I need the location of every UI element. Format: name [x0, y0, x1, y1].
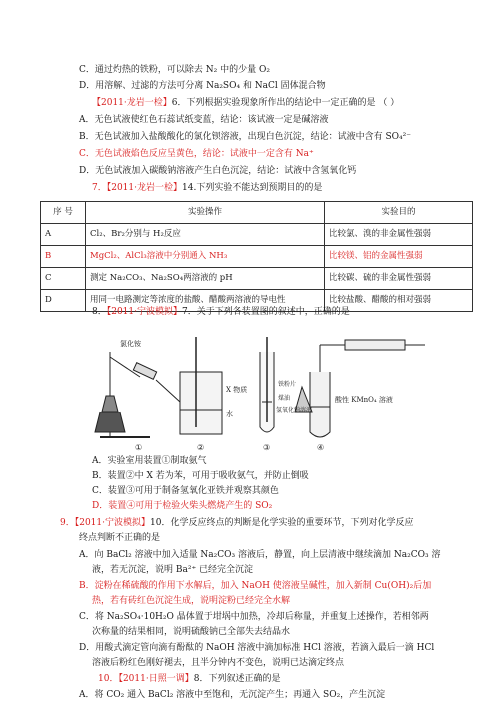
table-cell-id: B	[41, 246, 86, 268]
q6-stem-text: 6．下列根据实验现象所作出的结论中一定正确的是 （ ）	[171, 98, 400, 108]
q5-option-c: C．通过灼热的铁粉，可以除去 N₂ 中的少量 O₂	[79, 65, 270, 75]
q6-stem	[92, 97, 399, 109]
q5-option-d: D．用溶解、过滤的方法可分离 Na₂SO₄ 和 NaCl 固体混合物	[79, 81, 326, 91]
q9-option-d-2: 溶液后粉红色刚好褪去，且半分钟内不变色，说明已达滴定终点	[92, 658, 345, 668]
q7-tag: 【2011·龙岩一检】	[106, 183, 182, 193]
q9-number: 9．	[60, 518, 75, 528]
q9-option-d-1: D．用酸式滴定管向滴有酚酞的 NaOH 溶液中滴加标准 HCl 溶液，若滴入最后一滴 HCl	[79, 643, 435, 653]
table-header-goal: 实验目的	[325, 202, 473, 224]
apparatus-1	[95, 352, 180, 437]
q6-option-a: A．无色试液使红色石蕊试纸变蓝，结论：该试液一定是碱溶液	[79, 115, 329, 125]
q7-number: 7．	[92, 183, 107, 193]
fig-label-kerosene: 煤油	[278, 395, 291, 402]
q8-option-a: A．实验室用装置①制取氨气	[92, 456, 207, 466]
table-row	[41, 224, 473, 246]
table-cell-operation: 测定 Na₂CO₃、Na₂SO₄两溶液的 pH	[86, 268, 325, 290]
q10-option-a: A．将 CO₂ 通入 BaCl₂ 溶液中至饱和，无沉淀产生；再通入 SO₂，产生沉淀	[79, 690, 386, 700]
q8-number: 8．	[92, 307, 107, 317]
table-cell-id: D	[41, 290, 86, 312]
q8-tag: 【2011·宁波模拟】	[106, 307, 182, 317]
q9-stem	[60, 517, 413, 529]
table-cell-id: C	[41, 268, 86, 290]
fig-number-2: ②	[197, 443, 205, 452]
apparatus-figure	[80, 332, 440, 452]
q8-stem-text: 7．关于下列各装置图的叙述中，正确的是	[182, 307, 350, 317]
table-row	[41, 246, 473, 268]
q8-option-d: D．装置④可用于检验火柴头燃烧产生的 SO₂	[92, 501, 273, 511]
table-row	[41, 268, 473, 290]
table-cell-operation: 用同一电路测定等浓度的盐酸、醋酸两溶液的导电性	[86, 290, 325, 312]
experiment-table	[40, 201, 473, 312]
q7-stem-text: 14.下列实验不能达到预期目的的是	[182, 183, 323, 193]
q6-option-d: D．无色试液加入碳酸钠溶液产生白色沉淀，结论：试液中含氢氧化钙	[79, 166, 357, 176]
q9-option-a-1: A．向 BaCl₂ 溶液中加入适量 Na₂CO₃ 溶液后，静置，向上层清液中继续滴加 Na₂CO₃ 溶	[79, 550, 441, 560]
q6-option-b: B．无色试液加入盐酸酸化的氯化钡溶液，出现白色沉淀，结论：试液中含有 SO₄²⁻	[79, 132, 411, 142]
q6-option-c: C．无色试液焰色反应呈黄色，结论：试液中一定含有 Na⁺	[79, 149, 314, 159]
table-header-operation: 实验操作	[86, 202, 325, 224]
table-cell-goal: 比较盐酸、醋酸的相对强弱	[325, 290, 473, 312]
q9-option-a-2: 液，若无沉淀，说明 Ba²⁺ 已经完全沉淀	[92, 565, 254, 575]
apparatus-2	[180, 337, 222, 434]
fig-label-water: 水	[226, 410, 233, 418]
table-header-id: 序 号	[41, 202, 86, 224]
q9-stem-text: 10．化学反应终点的判断是化学实验的重要环节，下列对化学反应	[150, 518, 414, 528]
fig-label-kmno4: 酸性 KMnO₄ 溶液	[335, 396, 393, 404]
table-cell-goal: 比较氯、溴的非金属性强弱	[325, 224, 473, 246]
q8-stem	[92, 306, 350, 318]
q9-option-b-1: B．淀粉在稀硫酸的作用下水解后，加入 NaOH 使溶液呈碱性，加入新制 Cu(OH)₂后加	[79, 581, 432, 591]
table-cell-id: A	[41, 224, 86, 246]
fig-label-x-substance: X 物质	[226, 386, 248, 394]
apparatus-3	[260, 337, 274, 432]
table-cell-operation: MgCl₂、AlCl₃溶液中分别通入 NH₃	[86, 246, 325, 268]
q10-number: 10．	[98, 674, 119, 684]
q9-option-c-1: C．将 Na₂SO₄·10H₂O 晶体置于坩埚中加热，冷却后称量，并重复上述操作，若相邻两	[79, 612, 429, 622]
q9-tag: 【2011·宁波模拟】	[74, 518, 150, 528]
fig-label-ammonium-chloride: 氯化铵	[120, 340, 141, 348]
q10-tag: 【2011·日照一调】	[118, 674, 194, 684]
fig-number-4: ④	[317, 443, 325, 452]
fig-label-naoh: 氢氧化钠溶液	[276, 407, 313, 414]
fig-number-1: ①	[135, 443, 143, 452]
table-cell-operation: Cl₂、Br₂分别与 H₂反应	[86, 224, 325, 246]
q6-tag: 【2011·龙岩一检】	[92, 98, 172, 108]
q9-option-c-2: 次称量的结果相同，说明硫酸钠已全部失去结晶水	[92, 627, 291, 637]
table-cell-goal: 比较镁、铝的金属性强弱	[325, 246, 473, 268]
fig-label-iron: 铁粉片	[278, 381, 297, 388]
q8-option-c: C．装置③可用于制备氢氧化亚铁并观察其颜色	[92, 486, 279, 496]
q9-stem-2: 终点判断不正确的是	[79, 533, 161, 543]
q10-stem	[98, 673, 280, 685]
table-cell-goal: 比较碳、硫的非金属性强弱	[325, 268, 473, 290]
q10-stem-text: 8．下列叙述正确的是	[193, 674, 281, 684]
q9-option-b-2: 热，若有砖红色沉淀生成，说明淀粉已经完全水解	[92, 596, 291, 606]
q7-stem	[92, 182, 322, 194]
apparatus-4	[295, 340, 425, 437]
table-header-row	[41, 202, 473, 224]
fig-number-3: ③	[263, 443, 271, 452]
q8-option-b: B．装置②中 X 若为苯，可用于吸收氨气，并防止倒吸	[92, 471, 309, 481]
